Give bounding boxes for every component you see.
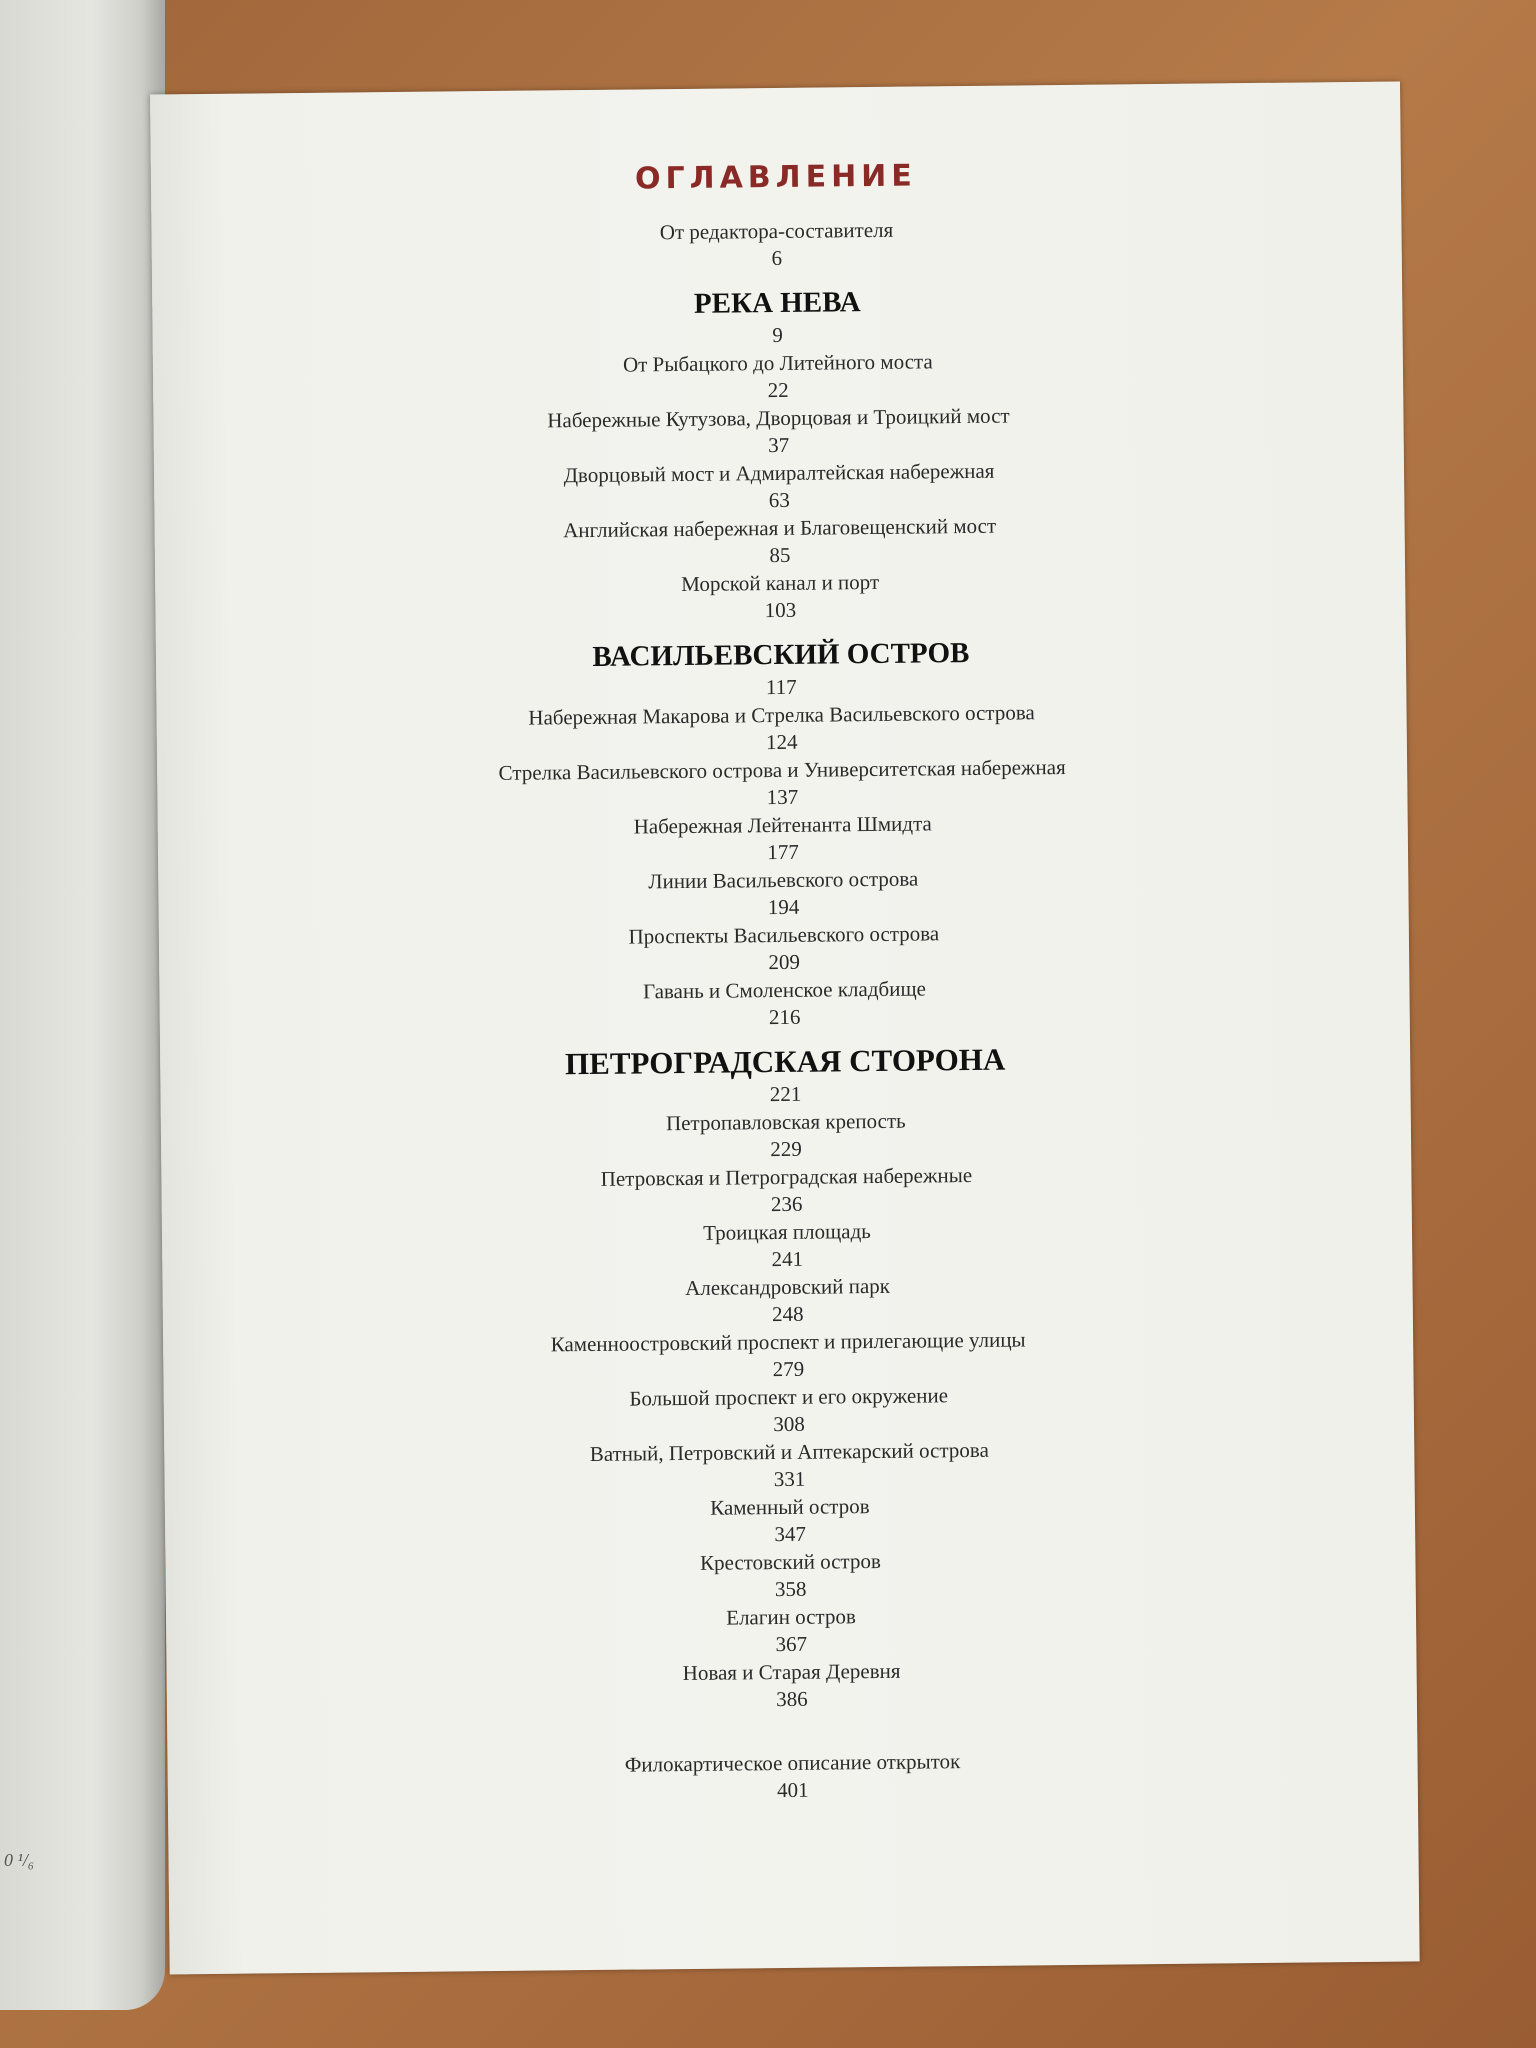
toc-entry-title: Стрелка Васильевского острова и Университетская набережная [498,754,1066,785]
toc-entry-title: Морской канал и порт [681,569,880,597]
left-page [0,0,165,2010]
toc-entry-page: 194 [767,894,800,920]
toc-entry-title: Дворцовый мост и Адмиралтейская набережная [563,458,995,488]
toc-entry-page: 347 [774,1521,807,1547]
toc-entry-page: 22 [767,377,789,403]
toc-entry-page: 331 [773,1466,806,1492]
left-page-mark: 0 ¹/₆ [4,1850,35,1870]
toc-entry-title: Новая и Старая Деревня [682,1658,901,1686]
section-page: 9 [772,322,783,348]
toc-entry-title: Ватный, Петровский и Аптекарский острова [589,1437,989,1467]
toc-entry-page: 85 [769,542,791,568]
toc-title: ОГЛАВЛЕНИЕ [634,158,917,197]
toc-entry-page: 236 [770,1191,803,1217]
toc-entry-title: Гавань и Смоленское кладбище [642,976,927,1004]
toc-entry-title: Каменный остров [710,1494,870,1520]
toc-entry-page: 241 [771,1246,804,1272]
toc-entry-title: От редактора-составителя [659,217,894,245]
toc-entry-title: Английская набережная и Благовещенский мост [562,513,997,543]
section-title: ВАСИЛЬЕВСКИЙ ОСТРОВ [592,636,970,673]
toc-entry-title: Александровский парк [685,1273,891,1301]
toc-entry-title: Набережная Лейтенанта Шмидта [633,811,932,839]
toc-entry-page: 308 [773,1411,805,1437]
toc-entry-page: 177 [767,839,799,865]
toc-entry-page: 367 [775,1631,808,1657]
toc-entry-title: Петропавловская крепость [665,1108,906,1136]
section-title: ПЕТРОГРАДСКАЯ СТОРОНА [564,1041,1006,1082]
toc-entry-page: 63 [768,487,790,513]
toc-entry-page: 229 [770,1136,802,1162]
toc-entry-page: 358 [774,1576,807,1602]
toc-entry-page: 216 [768,1004,801,1030]
toc-entry-title: От Рыбацкого до Литейного моста [622,349,933,377]
toc-entry-page: 6 [771,245,783,271]
toc-entry-title: Набережная Макарова и Стрелка Васильевского острова [528,700,1035,730]
toc-entry-page: 279 [772,1356,805,1382]
toc-entry-title: Большой проспект и его окружение [629,1383,949,1411]
toc-entry-title: Каменноостровский проспект и прилегающие улицы [550,1327,1026,1357]
toc-entry-page: 209 [768,949,801,975]
table-of-contents [151,153,1418,1810]
toc-entry-page: 386 [775,1686,808,1712]
book-page [150,81,1420,1974]
toc-entry-title: Елагин остров [726,1604,856,1630]
toc-entry-title: Филокартическое описание открыток [624,1749,961,1777]
toc-entry-page: 137 [766,784,799,810]
section-page: 117 [765,674,797,700]
toc-entry-title: Линии Васильевского острова [648,866,919,894]
section-title: РЕКА НЕВА [693,286,861,320]
toc-entry-title: Троицкая площадь [703,1219,871,1245]
toc-entry-page: 248 [771,1301,804,1327]
toc-entry-page: 401 [776,1777,809,1803]
toc-entry-title: Петровская и Петроградская набережные [600,1162,973,1191]
toc-entry-title: Проспекты Васильевского острова [628,921,940,949]
toc-entry-title: Набережные Кутузова, Дворцовая и Троицкий мост [547,403,1010,433]
section-page: 221 [769,1081,802,1107]
toc-entry-page: 37 [768,432,790,458]
toc-entry-page: 124 [765,729,798,755]
toc-entry-title: Крестовский остров [699,1548,881,1575]
toc-entry-page: 103 [764,597,797,623]
